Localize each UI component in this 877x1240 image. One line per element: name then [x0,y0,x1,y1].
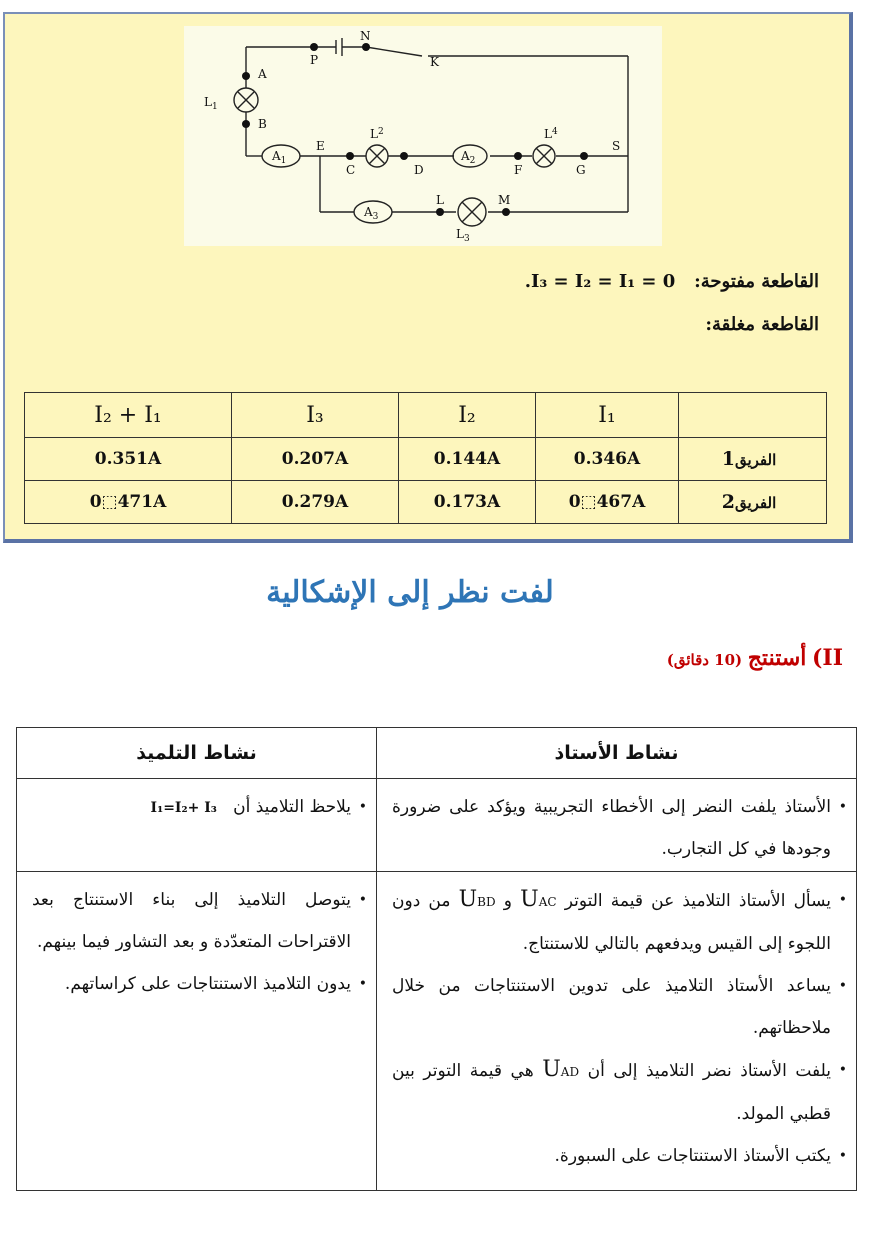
switch-open-line [525,271,819,292]
list-item: • يلاحظ التلاميذ أن I₁=I₂+ I₃ [32,786,351,829]
current-law-equation: I₁=I₂+ I₃ [150,800,217,816]
list-item: • يتوصل التلاميذ إلى بناء الاستنتاج بعد الاقتراحات المتعدّدة و بعد التشاور فيما بينهم. [32,879,351,963]
team1-number: 1 [721,448,735,470]
team2-label [679,481,827,524]
label-S: S [612,139,621,153]
list-item: • يكتب الأستاذ الاستنتاجات على السبورة. [392,1135,831,1177]
label-K: K [430,55,439,69]
activities-table [16,727,857,1191]
header-i3: I₃ [232,393,399,438]
lamp-L2-label: $L^2$ [370,127,384,141]
table-header-row [25,393,827,438]
student-cell-2 [17,872,377,1191]
section-name: أستنتج [747,645,807,671]
team1-i3: 0.207A [232,438,399,481]
label-B: B [258,117,267,131]
teacher-header: نشاط الأستاذ [377,728,857,779]
activities-header-row [17,728,857,779]
section-title [667,645,843,671]
circuit-diagram [184,26,662,246]
ammeter-A3-label: $A_3$ [364,205,379,222]
team1-sum: 0.351A [25,438,232,481]
teacher-cell-1 [377,779,857,872]
team1-label [679,438,827,481]
section-number: II) [811,645,843,671]
ammeter-A2-label: $A_2$ [461,149,476,166]
label-M: M [498,193,511,207]
list-item: • يدون التلاميذ الاستنتاجات على كراساتهم. [32,963,351,1005]
label-L: L [436,193,444,207]
team2-sum: 0⬚471A [25,481,232,524]
label-N: N [360,29,371,43]
team1-i2: 0.144A [399,438,536,481]
table-row [25,481,827,524]
page-heading: لفت نظر إلى الإشكالية [266,575,554,610]
student-header: نشاط التلميذ [17,728,377,779]
table-row [25,438,827,481]
team2-i3: 0.279A [232,481,399,524]
label-D: D [414,163,424,177]
table-row [17,872,857,1191]
team2-i2: 0.173A [399,481,536,524]
list-item: • يلفت الأستاذ نضر التلاميذ إلى أن UAD هي قيمة التوتر بين قطبي المولد. [392,1049,831,1135]
team1-i1: 0.346A [536,438,679,481]
switch-open-label: القاطعة مفتوحة: [694,271,819,292]
header-sum: I₂ + I₁ [25,393,232,438]
team2-number: 2 [721,491,735,513]
section-duration: (10 دقائق) [666,651,743,669]
label-C: C [346,163,356,177]
list-item: • يسأل الأستاذ التلاميذ عن قيمة التوتر UAC و UBD من دون اللجوء إلى القيس ويدفعهم بالتالي للاستنتاج. [392,879,831,965]
switch-open-equation: .I₃ = I₂ = I₁ = 0 [524,271,676,292]
list-item: • الأستاذ يلفت النضر إلى الأخطاء التجريبية ويؤكد على ضرورة وجودها في كل التجارب. [392,786,831,870]
label-E: E [316,139,325,153]
switch-closed-label: القاطعة مغلقة: [705,314,819,335]
label-A: A [258,67,267,81]
team2-word: الفريق [734,494,777,512]
lamp-L3-label: $L_3$ [456,227,470,244]
label-G: G [576,163,586,177]
results-table [24,392,827,524]
header-team [679,393,827,438]
lamp-L1-label: $L_1$ [204,95,218,112]
lamp-L4-label: $L^4$ [544,127,558,141]
teacher-cell-2 [377,872,857,1191]
team2-i1: 0⬚467A [536,481,679,524]
team1-word: الفريق [734,451,777,469]
header-i1: I₁ [536,393,679,438]
student-cell-1 [17,779,377,872]
table-row [17,779,857,872]
label-P: P [310,53,319,67]
label-F: F [514,163,523,177]
ammeter-A1-label: $A_1$ [272,149,287,166]
list-item: • يساعد الأستاذ التلاميذ على تدوين الاستنتاجات من خلال ملاحظاتهم. [392,965,831,1049]
header-i2: I₂ [399,393,536,438]
